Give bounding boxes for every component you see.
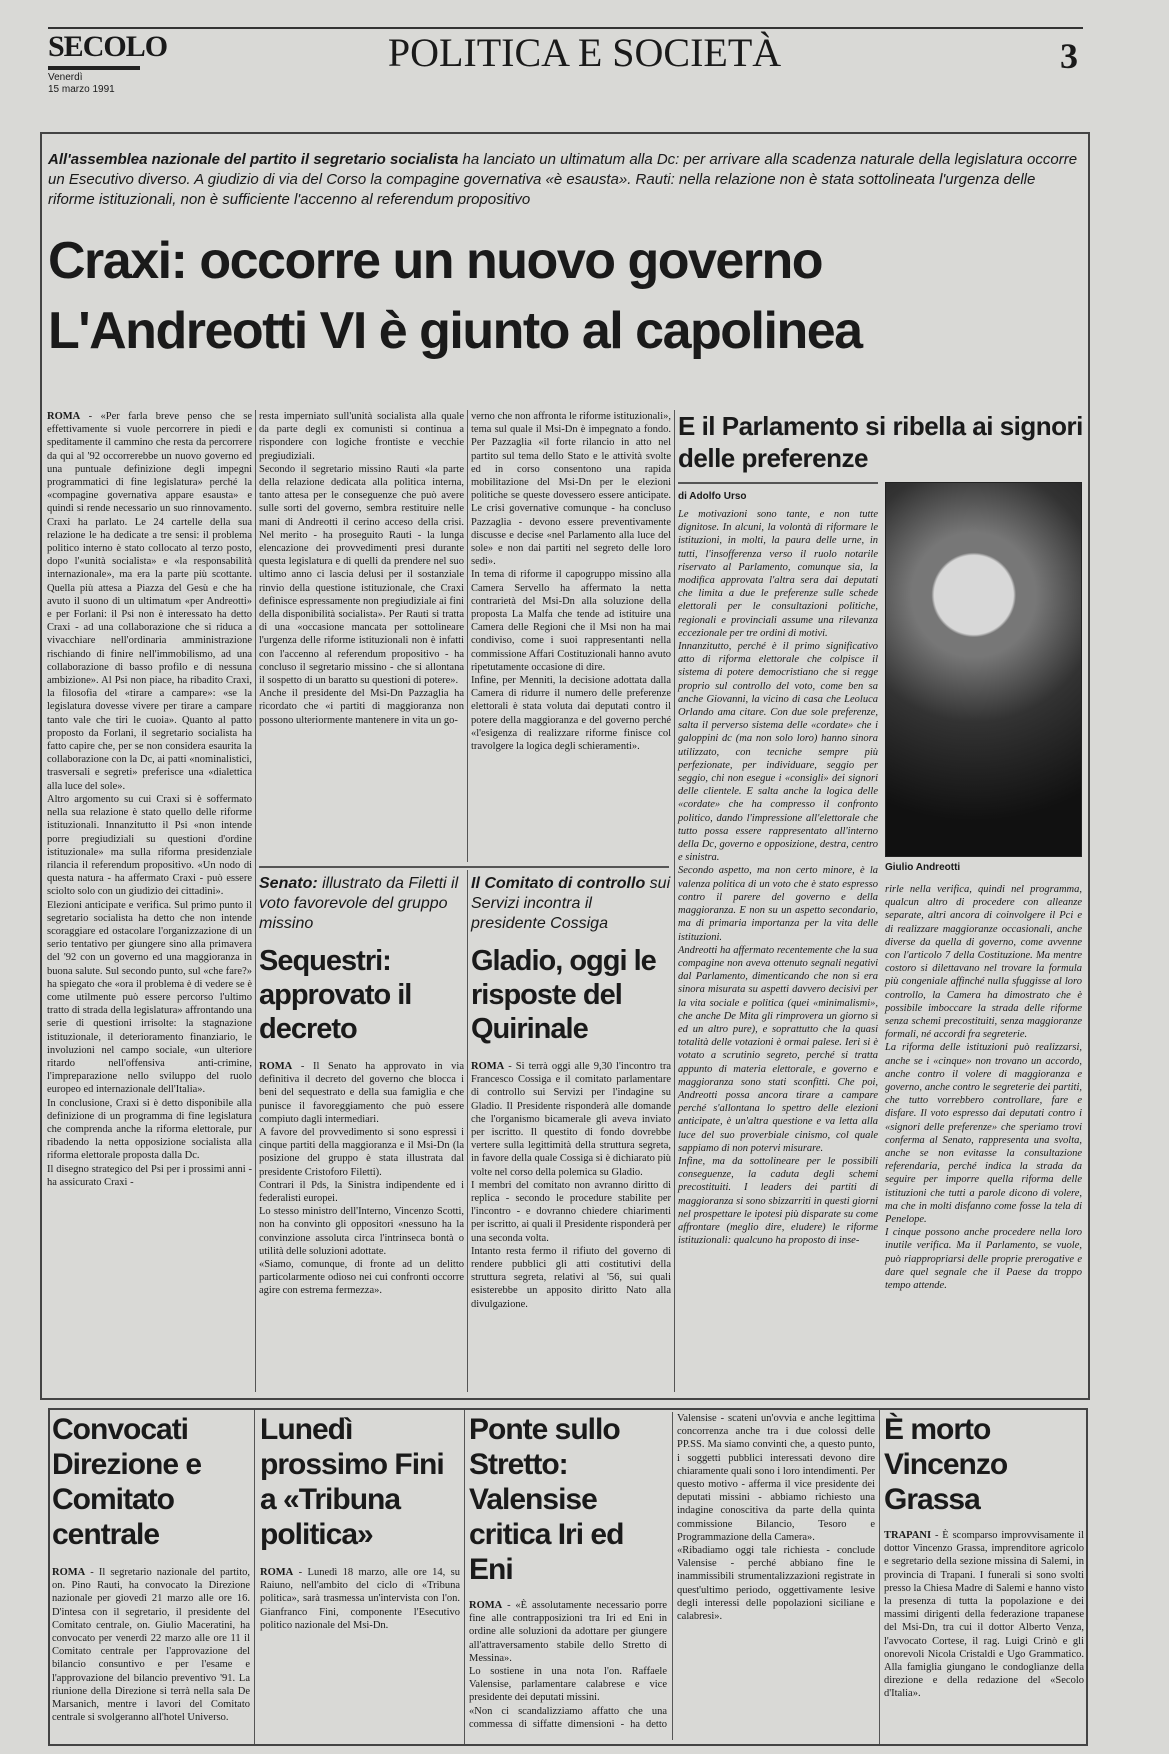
gladio-body — [471, 1060, 671, 1311]
dateline: ROMA — [259, 1061, 293, 1072]
andreotti-photo — [885, 482, 1082, 857]
dateline: ROMA — [47, 411, 81, 422]
column-rule — [674, 410, 675, 1392]
column-rule — [467, 410, 468, 862]
dateline: ROMA — [260, 1567, 294, 1578]
lead-column-1 — [47, 410, 252, 1189]
bottom-article-grassa — [884, 1412, 1084, 1701]
newspaper-logo: SECOLO — [48, 30, 168, 63]
gladio-headline: Gladio, oggi le risposte del Quirinale — [471, 945, 656, 1045]
senato-body — [259, 1060, 464, 1298]
parliament-body: Le motivazioni sono tante, e non tutte dignitose. In alcuni, la volontà di riformare le istituzioni, in molti, la paura delle urne, in tutti, l'insofferenza verso il ruolo notarile riservato al Parlamento, comunque sia, la modifica approvata l'altra sera dai deputati che limita a due le preferenze sulle schede elettorali per le consultazioni politiche, regionali e provinciali assume una rilevanza eccezionale per tre ordini di motivi. Innanzitutto, perché è il primo significativo atto di riforma elettorale che colpisce il sistema di potere democristiano che si regge proprio sul controllo del voto, come ben sa anche Giovanni, la vicino di casa che Leoluca Orlando ama citare. Con due sole preferenze, salta il perverso sistema delle «cordate» che i galoppini dc (ma non solo loro) hanno sinora utilizzato, con tecniche sempre più perfezionate, per individuare, seggio per seggio, chi non esegue i «consigli» dei signori delle clientele. E salta anche la logica delle «cordate» che ha compresso il confronto politico, dando l'impressione all'elettorale che tutto possa essere rappresentato all'interno della Dc, governo e opposizione, destra, centro e sinistra. Secondo aspetto, ma non certo minore, è la valenza politica di un voto che è stato espresso contro il parere del governo e della maggioranza. E non su un aspetto secondario, ma di primaria importanza per la vita delle istituzioni. Andreotti ha affermato recentemente che la sua compagine non aveva ottenuto segnali negativi dal Parlamento, dimenticando che non si era sinora misurata su aspetti davvero decisivi per la vita sociale e politica (quei «minimalismi», che anche De Mita gli rimprovera un giorno sì ed un altro pure), e soprattutto che la quasi totalità delle votazioni è ormai palese. Ieri si è votato a scrutinio segreto, perché si tratta appunto di materia elettorale, e governo e maggioranza sono stati sconfitti. Che poi, Andreotti possa ancora tirare a campare perché s'allontana lo spettro delle elezioni anticipate, è un'altra questione e va letta alla luce del suo proverbiale cinismo, col quale sappiamo di non potervi misurare. Infine, ma da sottolineare per le possibili conseguenze, la caduta degli schemi precostituiti. I leaders dei partiti di maggioranza si sono sbizzarriti in questi giorni nel prospettare le ipotesi più disparate su come affrontare (meglio dire, eludere) le riforme istituzionali: qualcuno ha proposto di inse- — [678, 509, 878, 1247]
rule — [259, 866, 669, 868]
lead-headline — [48, 226, 1088, 366]
dateline: ROMA — [471, 1061, 505, 1072]
parliament-body-continued: rirle nella verifica, quindi nel programma, qualcun altro di procedere con alleanze separate, altri ancora di coinvolgere il Pci e di realizzare maggioranze occasionali, anche diverse da quella di governo, come avvenne con l'articolo 7 della Costituzione. Ma mentre costoro si dilettavano nel trovare la formula più congeniale affinché nulla sfuggisse al loro controllo, la Camera ha dimostrato che è possibile imboccare la strada delle riforme senza schemi precostituiti, senza maggioranze formali, né accordi fra segreterie. La riforma delle istituzioni può realizzarsi, anche se i «cinque» non trovano un accordo, anche contro il volere di maggioranza e governo, anche contro le segreterie dei partiti, che tutto vorrebbero controllare, fare e disfare. Il voto espresso dai deputati contro i «signori delle preferenze» che speriamo trovi conferma al Senato, rappresenta una svolta, anche se non evitasse la consultazione referendaria, perché indica la strada da seguire per imporre quella riforma delle istituzioni che tutti a parole dicono di volere, ma che in molti disfanno come fosse la tela di Penelope. I cinque possono anche procedere nella loro inutile verifica. Ma il Parlamento, se vuole, può riappropriarsi delle proprie prerogative e dare quel segnale che il Paese da troppo tempo attende. — [885, 884, 1082, 1292]
issue-date-text: 15 marzo 1991 — [48, 84, 115, 95]
bottom-article-direzione — [52, 1412, 250, 1724]
kicker-text: illustrato da Filetti il voto favorevole del gruppo missino — [259, 875, 459, 932]
column-rule — [467, 870, 468, 1392]
bottom-article-ponte — [469, 1412, 875, 1740]
bottom-body — [260, 1566, 460, 1632]
bottom-text: - Il segretario nazionale del partito, on. Pino Rauti, ha convocato la Direzione nazionale per giovedì 21 marzo alle ore 16. D'intesa con il segretario, il presidente del Comitato centrale, on. Giulio Maceratini, ha convocato per venerdì 22 marzo alle ore 11 il Comitato centrale per l'approvazione del bilancio consuntivo e per l'esame e l'approvazione del bilancio preventivo '91. La riunione della Direzione si terrà nella sala De Marsanich, mentre i lavori del Comitato centrale si svolgeranno all'hotel Universo. — [52, 1567, 250, 1724]
column-rule — [879, 1410, 880, 1744]
senato-article — [259, 874, 464, 1298]
bottom-headline: Convocati Direzione e Comitato centrale — [52, 1413, 202, 1551]
gladio-kicker — [471, 874, 671, 934]
bottom-headline: È morto Vincenzo Grassa — [884, 1413, 1008, 1516]
top-rule — [48, 27, 1083, 29]
bottom-headline: Lunedì prossimo Fini a «Tribuna politica» — [260, 1413, 444, 1551]
bottom-body — [884, 1529, 1084, 1701]
column-rule — [254, 1410, 255, 1744]
parliament-article — [678, 410, 1088, 1292]
bottom-body — [52, 1566, 250, 1724]
kicker-text: sui Servizi incontra il presidente Cossiga — [471, 875, 671, 932]
dateline: ROMA — [52, 1567, 86, 1578]
parliament-byline: di Adolfo Urso — [678, 491, 747, 502]
senato-kicker — [259, 874, 464, 934]
gladio-article — [471, 874, 671, 1311]
parliament-right-column — [885, 482, 1082, 1292]
headline-line-2: L'Andreotti VI è giunto al capolinea — [48, 302, 862, 360]
dateline: TRAPANI — [884, 1530, 932, 1541]
lead-column-3: verno che non affronta le riforme istituzionali», tema sul quale il Msi-Dn è impegnato a fondo. Per Pazzaglia «il forte rilancio in atto nel partito sul tema dello Stato e le attività svolte ed in corso consentono una rapida mobilitazione del Msi-Dn per le elezioni politiche se queste dovessero essere anticipate. Le crisi governative comunque - ha concluso Pazzaglia - devono essere preventivamente discusse e decise «nel Parlamento alla luce del sole» e non dai partiti nel segreto delle loro sedi». In tema di riforme il capogruppo missino alla Camera Servello ha affermato la netta contrarietà del Msi-Dn alla soluzione della proposta La Malfa che tende ad istituire una Camera delle Regioni che il Msi non ha mai condiviso, come i suoi rappresentanti nella commissione Affari Costituzionali hanno avuto ripetutamente occasione di dire. Infine, per Menniti, la decisione adottata dalla Camera di ridurre il numero delle preferenze elettorali è stata voluta dai deputati contro il potere della maggioranza e del governo perché «l'esigenza di realizzare riforme finisce col travolgere la logica degli schieramenti». — [471, 411, 671, 753]
parliament-columns — [678, 482, 1088, 1292]
bottom-text: - «È assolutamente necessario porre fine alle contrapposizioni tra Iri ed Eni in ordine alle soluzioni da adottare per giungere all'attraversamento stabile dello Stretto di Messina». Lo sostiene in una nota l'on. Raffaele Valensise, parlamentare calabrese e vice presidente dei deputati missini. «Non ci scandalizziamo affatto che una commessa di siffatte dimensioni - ha detto Valensise - scateni un'ovvia e anche legittima concorrenza anche tra i due colossi delle PP.SS. Ma siamo convinti che, a questo punto, i soggetti pubblici interessati devono dire chiaramente quali sono i loro intendimenti. Per questo motivo - afferma il vice presidente dei deputati missini - abbiamo richiesto una indagine conoscitiva da parte della quinta commissione Bilancio, Tesoro e Programmazione della Camera». «Ribadiamo oggi tale richiesta - conclude Valensise - perché abbiano fine le inammissibili strumentalizzazioni registrate in quest'ultimo periodo, oggettivamente lesive degli interessi delle popolazioni siciliane e calabresi». — [469, 1413, 875, 1730]
gladio-text: - Si terrà oggi alle 9,30 l'incontro tra Francesco Cossiga e il comitato parlamentare di controllo sui Servizi per l'indagine su Gladio. Il Presidente risponderà alle domande che l'organismo bicamerale gli aveva inviato per iscritto. Il questito di fondo dovrebbe vertere sulla legittimità della struttura segreta, in favore della quale Cossiga si è dichiarato più volte nel corso della polemica su Gladio. I membri del comitato non avranno diritto di replica - secondo le procedure stabilite per l'incontro - e dovranno chiedere chiarimenti per iscritto, ai quali il Presidente risponderà per una seconda volta. Intanto resta fermo il rifiuto del governo di rendere pubblici gli atti costitutivi della struttura segreta, relativi al '56, sui quali esisterebbe un apposito diritto Nato alla divulgazione. — [471, 1061, 671, 1310]
logo-bar — [48, 66, 140, 70]
parliament-left-column — [678, 482, 878, 1292]
kicker-bold: Il Comitato di controllo — [471, 875, 646, 892]
photo-caption: Giulio Andreotti — [885, 862, 961, 873]
rule — [678, 482, 878, 484]
section-title: POLITICA E SOCIETÀ — [387, 30, 782, 75]
senato-text: - Il Senato ha approvato in via definitiva il decreto del governo che blocca i beni del sequestrato e della sua famiglia e che punisce il favoreggiamento che può essere compiuto dagli intermediari. A favore del provvedimento si sono espressi i cinque partiti della maggioranza e il Msi-Dn (la posizione del gruppo è stata illustrata dal presidente Cristoforo Filetti). Contrari il Pds, la Sinistra indipendente ed i federalisti europei. Lo stesso ministro dell'Interno, Vincenzo Scotti, non ha convinto gli oppositori «nessuno ha la convinzione assoluta circa l'intrinseca bontà o utilità delle soluzioni adottate. «Siamo, comunque, di fronte ad un delitto particolarmente odioso nei cui confronti occorre agire con estrema fermezza». — [259, 1061, 464, 1297]
issue-day: Venerdì — [48, 72, 83, 83]
bottom-text: - È scomparso improvvisamente il dottor Vincenzo Grassa, imprenditore agricolo e segretario della sezione missina di Salemi, in provincia di Trapani. I funerali si sono svolti presso la Chiesa Madre di Salemi e hanno visto la presenza di tutta la popolazione e dei massimi dirigenti della federazione trapanese del Msi-Dn, tra cui il dottor Alberto Venza, l'avvocato Cortese, il rag. Luigi Crinò e gli onorevoli Nicola Cristaldi e Ugo Grammatico. Alla famiglia giungano le condoglianze della direzione e della redazione del «Secolo d'Italia». — [884, 1530, 1084, 1700]
dateline: ROMA — [469, 1600, 503, 1611]
issue-date — [48, 72, 115, 96]
lead-column-2: resta imperniato sull'unità socialista alla quale da parte degli ex comunisti si continua a rispondere con logiche frontiste e vecchie pregiudiziali. Secondo il segretario missino Rauti «la parte della relazione dedicata alla politica interna, tanto attesa per le conseguenze che può avere sulle sorti del governo, sembra restituire nelle mani di Andreotti il cerino acceso della crisi. Nel merito - ha proseguito Rauti - la lunga elencazione dei provvedimenti presi durante questa legislatura e di quelli da prendere nel suo ultimo anno ci lascia delusi per il sostanziale rinvio della questione istituzionale, che Craxi definisce espressamente non pregiudiziale ai fini della disponibilità socialista». Per Rauti si tratta di una «occasione mancata per sottolineare l'urgenza delle riforme istituzionali non è infatti con l'accenno al referendum propositivo - ha concluso il segretario missino - che si allontana il sospetto di un baratto su questioni di potere». Anche il presidente del Msi-Dn Pazzaglia ha ricordato che «i partiti di maggioranza non possono ulteriormente mantenere in vita un go- — [259, 411, 464, 726]
deck-bold: All'assemblea nazionale del partito il segretario socialista — [48, 151, 459, 168]
lead-deck — [48, 150, 1078, 210]
page-number: 3 — [1060, 36, 1078, 76]
lead-col1-text: - «Per farla breve penso che se effettivamente si vuole percorrere in piedi e speditamente il cammino che resta da percorrere da qui al '92 occorrerebbe un nuovo governo ed una puntuale definizione degli impegni programmatici di fine legislatura» perché la «compagine governativa appare esausta» e quindi si rende necessario un suo rinnovamento. Craxi ha parlato. Le 24 cartelle della sua relazione le ha dedicate a tre sensi: il problema politico interno è stato collocato al terzo posto, dopo l'«unità socialista» e «la responsabilità internazionale», ma era la parte più scottante. Quella più attesa a Piazza del Gesù e che ha avuto il suono di un ultimatum «per Andreotti» e per Forlani: il Psi non è interessato ha detto Craxi - ad una collaborazione che si riduca a vivacchiare nell'ordinaria amministrazione rischiando di finire nell'immobilismo, ad una collaborazione di basso profilo e di nessuna ambizione». Al Psi non piace, ha ribadito Craxi, la filosofia del «tirare a campare»: «se la legislatura dovesse vivere per tirare a campare tanto vale che tiri le cuoia». Quanto al patto proposto da Forlani, il segretario socialista ha fatto capire che, per se non considera esaurita la collaborazione con la Dc, ai patti «nominalistici, trasversali e segreti» preferisce una «dialettica alla luce del sole». Altro argomento su cui Craxi si è soffermato nella sua relazione è stato quello delle riforme istituzionali. Innanzitutto il Psi «non intende porre pregiudiziali su questioni d'ordine istituzionale» ma sulla riforma presidenziale rilancia il referendum propositivo. «Un nodo di questa natura - ha affermato Craxi - può essere sciolto solo con un giudizio dei cittadini». Elezioni anticipate e verifica. Sul primo punto il segretario socialista ha detto che non intende scoraggiare ed ostacolare l'organizzazione di un serio tentativo per giungere sino alla primavera del '92 con un governo ed una maggioranza in buona salute. Sul secondo punto, sul «che fare?» ha spiegato che «ora il problema è di vedere se è come utilmente può essere percorso l'ultimo tratto di strada della legislatura» affrontando una serie di questioni irrisolte: la stagnazione istituzionale, il deterioramento finanziario, le involuzioni nel campo sociale, «un ulteriore ritardo nell'offensiva anti-crimine, l'impreparazione nello sviluppo del ruolo europeo ed internazionale dell'Italia». In conclusione, Craxi si è detto disponibile alla definizione di un programma di fine legislatura che comprenda anche la riforma elettorale, pur ribadendo la netta opposizione socialista alla riforma elettorale proposta dalla Dc. Il disegno strategico del Psi per i prossimi anni - ha assicurato Craxi - — [47, 411, 252, 1188]
bottom-text: - Lunedì 18 marzo, alle ore 14, su Raiuno, nell'ambito del ciclo di «Tribuna politica», sarà trasmessa un'intervista con l'on. Gianfranco Fini, componente l'Esecutivo politico nazionale del Msi-Dn. — [260, 1567, 460, 1631]
column-rule — [464, 1410, 465, 1744]
bottom-headline: Ponte sullo Stretto: Valensise critica Iri ed Eni — [469, 1413, 624, 1586]
headline-line-1: Craxi: occorre un nuovo governo — [48, 232, 823, 290]
parliament-headline: E il Parlamento si ribella ai signori delle preferenze — [678, 411, 1083, 473]
senato-headline: Sequestri: approvato il decreto — [259, 945, 412, 1045]
bottom-article-fini — [260, 1412, 460, 1632]
kicker-bold: Senato: — [259, 875, 318, 892]
deck-text: ha lanciato un ultimatum alla Dc: per arrivare alla scadenza naturale della legislatura occorre un Esecutivo diverso. A giudizio di via del Corso la compagine governativa «è esausta». Rauti: nella relazione non è stata sottolineata l'urgenza delle riforme istituzionali, non è sufficiente l'accenno al referendum propositivo — [48, 151, 1078, 208]
column-rule — [255, 410, 256, 1392]
